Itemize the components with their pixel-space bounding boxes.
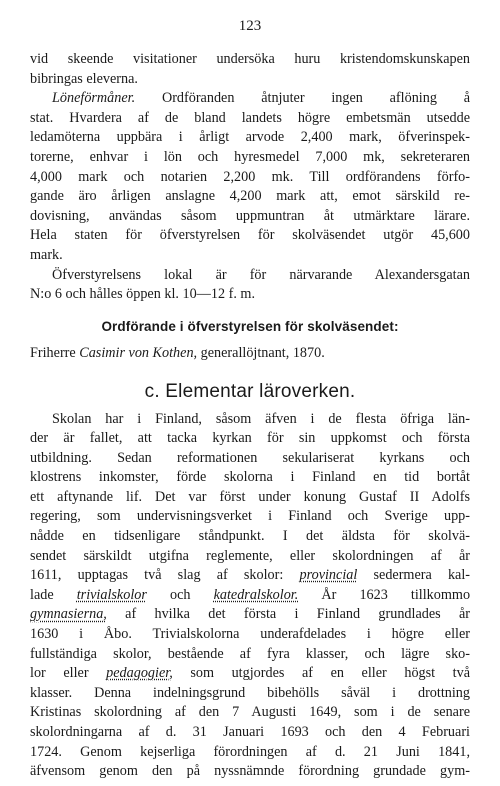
text-line: utbildning. Sedan reformationen sekulariserat kyrkans och bbox=[30, 449, 470, 466]
emphasized-term: trivialskolor bbox=[76, 586, 147, 603]
text-line: regering, som undervisningsverket i Finland och Sverige upp- bbox=[30, 508, 470, 525]
text-span: och bbox=[169, 586, 191, 603]
text-line: 1630 i Åbo. Trivialskolorna underafdelades i högre eller bbox=[30, 626, 470, 643]
text-span: som utgjordes af en eller högst två bbox=[190, 665, 471, 682]
text-line bbox=[30, 344, 470, 364]
page-number: 123 bbox=[238, 18, 262, 34]
text-line: 1724. Genom kejserliga förordningen af d. 21 Juni 1841, bbox=[30, 743, 470, 760]
section-title: c. Elementar läroverken. bbox=[144, 380, 356, 402]
text-line: gande äro årligen anslagne 4,200 mark att, emot särskild re- bbox=[30, 188, 470, 205]
text-span: sedermera kal- bbox=[373, 567, 471, 584]
emphasized-term: katedralskolor. bbox=[213, 586, 299, 603]
subheading: Ordförande i öfverstyrelsen för skolväsendet: bbox=[101, 318, 399, 334]
text-span: lade bbox=[30, 586, 54, 603]
text-line: der är fallet, att tacka kyrkan för sin uppkomst och första bbox=[30, 430, 470, 447]
text-line bbox=[30, 664, 470, 684]
text-span: generallöjtnant, 1870. bbox=[200, 345, 325, 362]
text-line: klostrens inkomster, förde skolorna i Finland en tid bortåt bbox=[30, 469, 470, 486]
text-line: äfvensom genom den på nyssnämnde förordning grundade gym- bbox=[30, 763, 470, 780]
text-line: fullständiga skolor, bestående af fyra klasser, och lägre sko- bbox=[30, 645, 470, 662]
text-line: klasser. Denna indelningsgrund bibehölls såväl i drottning bbox=[30, 684, 470, 701]
text-line: Skolan har i Finland, såsom äfven i de flesta öfriga län- bbox=[52, 410, 470, 427]
emphasized-term: provincial bbox=[299, 567, 358, 584]
text-line: N:o 6 och hålles öppen kl. 10—12 f. m. bbox=[30, 286, 255, 303]
text-line: stat. Hvardera af de bland landets högre embetsmän utsedde bbox=[30, 109, 470, 126]
text-line: sendet särskildt utgifna reglemente, eller skolordningen af år bbox=[30, 547, 470, 564]
text-line: nådde en tidsenligare ståndpunkt. I det äldsta för skolvä- bbox=[30, 528, 470, 545]
text-span: Ordföranden åtnjuter ingen aflöning å bbox=[161, 90, 471, 107]
text-span: Friherre bbox=[30, 345, 76, 362]
paragraph-lead: Löneförmåner. bbox=[52, 90, 136, 107]
text-line bbox=[30, 586, 470, 606]
text-line bbox=[30, 566, 470, 586]
text-line: vid skeende visitationer undersöka huru kristendomskunskapen bbox=[30, 51, 470, 67]
text-span: År 1623 tillkommo bbox=[321, 586, 471, 603]
text-line: skolordningarna af d. 31 Januari 1693 och den 4 Februari bbox=[30, 724, 470, 740]
text-line: dovisning, användas såsom uppmuntran åt utmärktare lärare. bbox=[30, 207, 470, 224]
emphasized-term: pedagogier, bbox=[106, 665, 173, 682]
text-span: af hvilka det första i Finland grundlades år bbox=[125, 606, 471, 623]
text-line: Öfverstyrelsens lokal är för närvarande Alexandersgatan bbox=[52, 266, 470, 283]
person-name: Casimir von Kothen, bbox=[79, 345, 198, 362]
text-line bbox=[30, 89, 470, 109]
text-line: Hela staten för öfverstyrelsen för skolväsendet utgör 45,600 bbox=[30, 227, 470, 244]
text-span: 1611, upptagas två slag af skolor: bbox=[30, 567, 284, 584]
page-text bbox=[30, 50, 470, 782]
text-line: Kristinas skolordning af den 7 Augusti 1649, som i de senare bbox=[30, 704, 470, 721]
text-line: ett aftynande lif. Det var först under konung Gustaf II Adolfs bbox=[30, 488, 470, 505]
emphasized-term: gymnasierna, bbox=[30, 606, 107, 623]
text-line: torerne, enhvar i lön och hyresmedel 7,000 mk, sekreteraren bbox=[30, 148, 470, 165]
text-line: bibringas eleverna. bbox=[30, 70, 138, 87]
text-line: mark. bbox=[30, 246, 63, 263]
text-span: lor eller bbox=[30, 665, 89, 682]
text-line: ledamöterna uppbära i årligt arvode 2,400 mark, öfverinspek- bbox=[30, 129, 470, 146]
text-line bbox=[30, 605, 470, 625]
text-line: 4,000 mark och notarien 2,200 mk. Till ordförandens förfo- bbox=[30, 168, 470, 185]
